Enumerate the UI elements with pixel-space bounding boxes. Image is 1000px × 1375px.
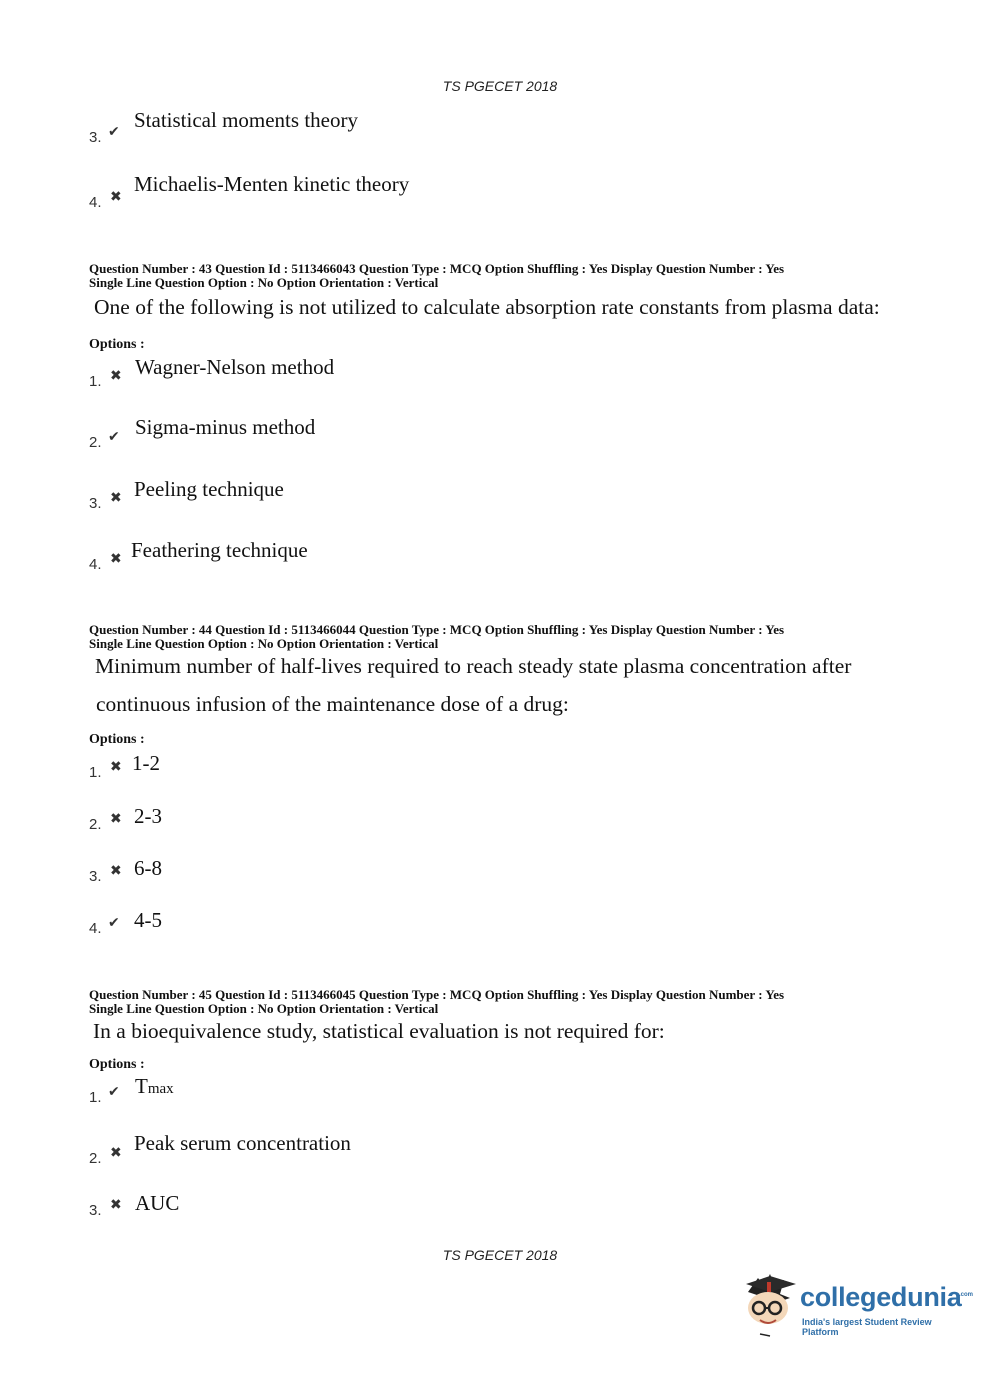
correct-check-icon: ✔ <box>108 1084 120 1100</box>
option-number: 2. <box>89 1150 102 1167</box>
question-text: In a bioequivalence study, statistical evaluation is not required for: <box>93 1019 665 1043</box>
option-number: 4. <box>89 920 102 937</box>
option-text: Statistical moments theory <box>134 108 358 132</box>
option-number: 4. <box>89 556 102 573</box>
question-meta: Question Number : 43 Question Id : 5113466043 Question Type : MCQ Option Shuffling : Yes Display Question Number : Yes <box>89 261 785 276</box>
question-meta: Single Line Question Option : No Option Orientation : Vertical <box>89 636 439 651</box>
wrong-cross-icon: ✖ <box>110 1197 122 1213</box>
option-text: Feathering technique <box>131 538 308 562</box>
correct-check-icon: ✔ <box>108 124 120 140</box>
question-meta: Question Number : 44 Question Id : 5113466044 Question Type : MCQ Option Shuffling : Yes Display Question Number : Yes <box>89 622 785 637</box>
wrong-cross-icon: ✖ <box>110 189 122 205</box>
question-meta: Single Line Question Option : No Option Orientation : Vertical <box>89 275 439 290</box>
tmax-subscript: max <box>147 1081 174 1097</box>
logo-wordmark: collegedunia <box>800 1282 962 1312</box>
options-label: Options : <box>89 337 145 352</box>
option-text: 4-5 <box>134 908 162 932</box>
wrong-cross-icon: ✖ <box>110 759 122 775</box>
question-text: continuous infusion of the maintenance dose of a drug: <box>96 692 569 716</box>
question-meta: Single Line Question Option : No Option Orientation : Vertical <box>89 1001 439 1016</box>
option-text: Sigma-minus method <box>135 415 316 439</box>
collegedunia-logo <box>740 1270 974 1340</box>
option-text: Wagner-Nelson method <box>135 355 335 379</box>
option-text: 1-2 <box>132 751 160 775</box>
question-text: One of the following is not utilized to calculate absorption rate constants from plasma data: <box>94 295 880 319</box>
option-number: 3. <box>89 129 102 146</box>
wrong-cross-icon: ✖ <box>110 490 122 506</box>
options-label: Options : <box>89 1057 145 1072</box>
question-meta: Question Number : 45 Question Id : 5113466045 Question Type : MCQ Option Shuffling : Yes Display Question Number : Yes <box>89 987 785 1002</box>
wrong-cross-icon: ✖ <box>110 1145 122 1161</box>
mascot-icon <box>740 1270 800 1338</box>
correct-check-icon: ✔ <box>108 915 120 931</box>
correct-check-icon: ✔ <box>108 429 120 445</box>
option-number: 3. <box>89 868 102 885</box>
page-footer-header: TS PGECET 2018 <box>442 1247 558 1263</box>
logo-suffix: .com <box>959 1292 974 1298</box>
wrong-cross-icon: ✖ <box>110 811 122 827</box>
option-text: Michaelis-Menten kinetic theory <box>134 172 410 196</box>
option-text: Peeling technique <box>134 477 284 501</box>
page-header: TS PGECET 2018 <box>442 78 558 94</box>
question-text: Minimum number of half-lives required to reach steady state plasma concentration after <box>95 654 852 678</box>
logo-tagline: India's largest Student Review Platform <box>802 1317 932 1337</box>
option-number: 3. <box>89 495 102 512</box>
option-number: 4. <box>89 194 102 211</box>
option-number: 2. <box>89 434 102 451</box>
option-number: 3. <box>89 1202 102 1219</box>
option-text: 2-3 <box>134 804 162 828</box>
option-text <box>135 1074 174 1099</box>
wrong-cross-icon: ✖ <box>110 551 122 567</box>
option-text: Peak serum concentration <box>134 1131 351 1155</box>
wrong-cross-icon: ✖ <box>110 863 122 879</box>
wrong-cross-icon: ✖ <box>110 368 122 384</box>
option-text: 6-8 <box>134 856 162 880</box>
option-number: 1. <box>89 764 102 781</box>
option-text: AUC <box>135 1191 180 1215</box>
tmax-base: T <box>135 1074 148 1098</box>
option-number: 1. <box>89 1089 102 1106</box>
options-label: Options : <box>89 732 145 747</box>
option-number: 1. <box>89 373 102 390</box>
option-number: 2. <box>89 816 102 833</box>
